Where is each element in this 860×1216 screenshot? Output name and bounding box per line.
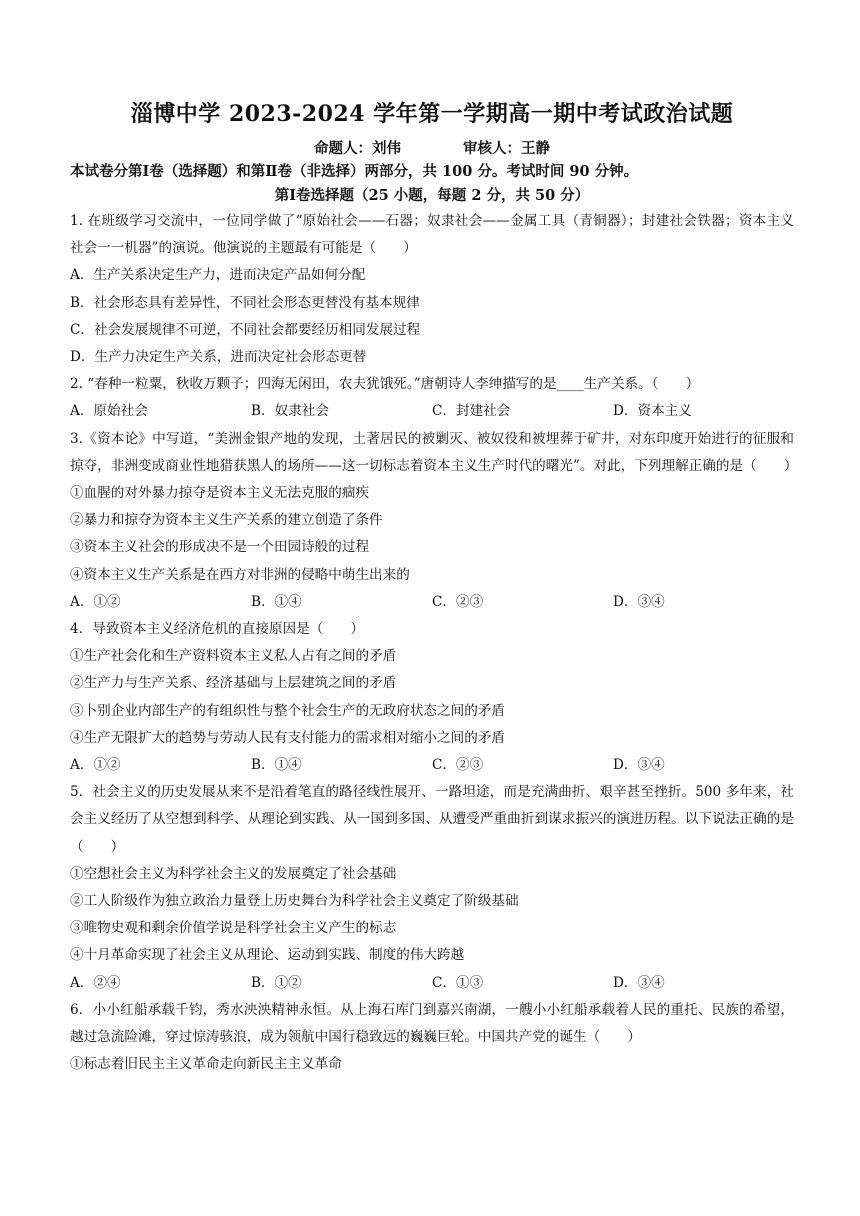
option-b: B．①④ bbox=[251, 593, 302, 610]
option-b: B．①④ bbox=[251, 757, 302, 774]
statement-2: ②暴力和掠夺为资本主义生产关系的建立创造了条件 bbox=[70, 512, 383, 529]
page-title: 淄博中学 2023-2024 学年第一学期高一期中考试政治试题 bbox=[130, 101, 734, 127]
option-c: C．封建社会 bbox=[432, 403, 511, 420]
statement-1: ①标志着旧民主主义革命走向新民主主义革命 bbox=[70, 1056, 342, 1073]
statement-3: ③卜别企业内部生产的有组织性与整个社会生产的无政府状态之间的矛盾 bbox=[70, 702, 505, 719]
statement-1: ①空想社会主义为科学社会主义的发展奠定了社会基础 bbox=[70, 865, 397, 882]
question-stem: 3.《资本论》中写道，“美洲金银产地的发现，土著居民的被剿灭、被奴役和被埋葬于矿井，对东印度开始进行的征服和掠夺，非洲变成商业性地猎获黑人的场所——这一切标志着资本主义生产时代的曙光”。对此，下列理解正确的是（ ） bbox=[70, 430, 798, 474]
section-title: 第Ⅰ卷选择题（25 小题，每题 2 分，共 50 分） bbox=[274, 187, 590, 204]
question-5 bbox=[70, 779, 794, 997]
question-stem: 2. “春种一粒粟，秋收万颗子；四海无闲田，农夫犹饿死。”唐朝诗人李绅描写的是____生产关系。（ ） bbox=[70, 376, 700, 393]
options-row bbox=[70, 398, 794, 425]
statement-2: ②生产力与生产关系、经济基础与上层建筑之间的矛盾 bbox=[70, 675, 397, 692]
question-stem: 4．导致资本主义经济危机的直接原因是（ ） bbox=[70, 621, 365, 638]
option-c: C．②③ bbox=[432, 757, 484, 774]
option-c: C．②③ bbox=[432, 593, 484, 610]
statement-4: ④十月革命实现了社会主义从理论、运动到实践、制度的伟大跨越 bbox=[70, 947, 465, 964]
question-stem: 5．社会主义的历史发展从来不是沿着笔直的路径线性展开、一路坦途，而是充满曲折、艰辛甚至挫折。500 多年来，社会主义经历了从空想到科学、从理论到实践、从一国到多国、从遭受严重曲折到谋求振兴的演进历程。以下说法正确的是（ ） bbox=[70, 784, 794, 855]
options-row bbox=[70, 752, 794, 779]
question-stem: 1. 在班级学习交流中，一位同学做了“原始社会——石器；奴隶社会——金属工具（青铜器）；封建社会铁器；资本主义社会一一机器”的演说。他演说的主题最有可能是（ ） bbox=[70, 213, 794, 257]
option-d: D．③④ bbox=[613, 593, 665, 610]
option-d: D．资本主义 bbox=[613, 403, 692, 420]
option-c: C．社会发展规律不可逆，不同社会都要经历相同发展过程 bbox=[70, 321, 421, 338]
options-row bbox=[70, 970, 794, 997]
option-d: D．③④ bbox=[613, 974, 665, 991]
option-b: B．奴隶社会 bbox=[251, 403, 329, 420]
exam-page bbox=[70, 100, 798, 1079]
statement-1: ①血腥的对外暴力掠夺是资本主义无法克服的痼疾 bbox=[70, 485, 370, 502]
author-line bbox=[70, 138, 794, 160]
question-2 bbox=[70, 371, 794, 425]
question-stem: 6．小小红船承载千钧，秀水泱泱精神永恒。从上海石库门到嘉兴南湖，一艘小小红船承载着人民的重托、民族的希望，越过急流险滩，穿过惊涛骇浪，成为领航中国行稳致远的巍巍巨轮。中国共产党的诞生（ ） bbox=[70, 1001, 794, 1046]
option-a: A．原始社会 bbox=[70, 403, 148, 420]
option-a: A．①② bbox=[70, 757, 121, 774]
statement-4: ④资本主义生产关系是在西方对非洲的侵略中萌生出来的 bbox=[70, 566, 410, 583]
reviewer: 审核人：王静 bbox=[463, 140, 550, 157]
option-a: A．②④ bbox=[70, 974, 121, 991]
statement-3: ③资本主义社会的形成决不是一个田园诗般的过程 bbox=[70, 539, 370, 556]
question-3 bbox=[70, 426, 798, 616]
option-b: B．社会形态具有差异性，不同社会形态更替没有基本规律 bbox=[70, 294, 420, 311]
author: 命题人：刘伟 bbox=[314, 140, 401, 157]
statement-2: ②工人阶级作为独立政治力量登上历史舞台为科学社会主义奠定了阶级基础 bbox=[70, 893, 519, 910]
option-b: B．①② bbox=[251, 974, 302, 991]
statement-1: ①生产社会化和生产资料资本主义私人占有之间的矛盾 bbox=[70, 648, 397, 665]
option-d: D．③④ bbox=[613, 757, 665, 774]
question-6 bbox=[70, 997, 794, 1079]
question-4 bbox=[70, 616, 794, 779]
option-d: D．生产力决定生产关系，进而决定社会形态更替 bbox=[70, 349, 367, 366]
exam-intro: 本试卷分第Ⅰ卷（选择题）和第Ⅱ卷（非选择）两部分，共 100 分。考试时间 90 分钟。 bbox=[70, 163, 639, 180]
option-a: A．生产关系决定生产力，进而决定产品如何分配 bbox=[70, 267, 366, 284]
statement-4: ④生产无限扩大的趋势与劳动人民有支付能力的需求相对缩小之间的矛盾 bbox=[70, 729, 505, 746]
option-a: A．①② bbox=[70, 593, 121, 610]
option-c: C．①③ bbox=[432, 974, 484, 991]
options-row bbox=[70, 589, 794, 616]
statement-3: ③唯物史观和剩余价值学说是科学社会主义产生的标志 bbox=[70, 920, 397, 937]
question-1 bbox=[70, 208, 794, 371]
